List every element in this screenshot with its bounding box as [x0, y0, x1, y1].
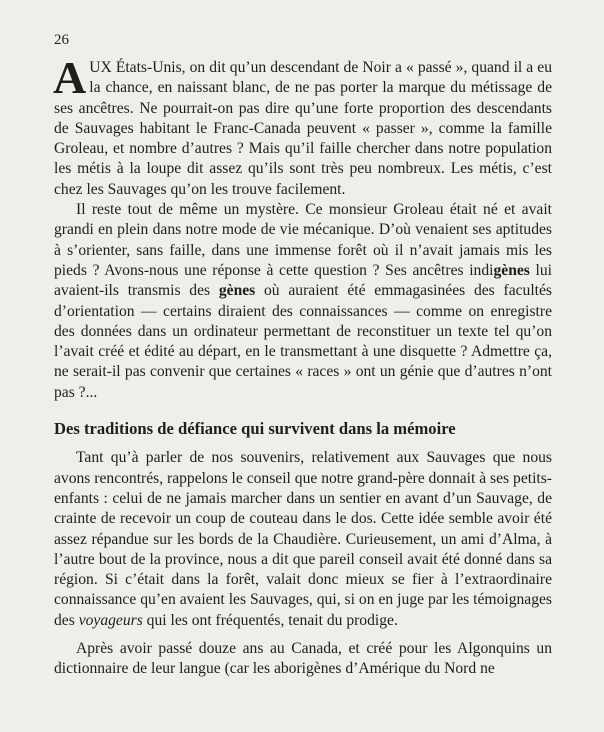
paragraph-2-text-a: Il reste tout de même un mystère. Ce monsieur Groleau était né et avait grandi en plein dans notre mode de vie mécanique. D’où venaient ses aptitudes à s’orienter, sans faille, dans une immense forêt où il n’avait jamais mis les pieds ? Avons-nous une réponse à cette question ? Ses ancêtres indi: [54, 201, 552, 279]
lead-in: UX: [89, 59, 112, 76]
paragraph-3-text-b: qui les ont fréquentés, tenait du prodige.: [142, 611, 398, 629]
section-heading: Des traditions de défiance qui survivent dans la mémoire: [54, 419, 456, 439]
body-text: [53, 52, 552, 680]
paragraph-2-text-c: où auraient été emmagasinées des facultés d’orientation — certains diraient des connaissances — comme on enregistre des données dans un ordinateur permettant de reconstituer un texte tel qu’on l’avait créé et édité au départ, en le transmettant à une disquette ? Admettre ça, ne serait-il pas convenir que certaines « races » ont un génie que d’autres n’ont pas ?...: [54, 282, 552, 401]
page-number: 26: [54, 32, 69, 48]
paragraph-2-text-b: lui avaient-ils transmis des: [54, 261, 552, 300]
drop-cap: A: [53, 52, 87, 103]
paragraph-3: [54, 448, 552, 631]
bold-emphasis: gènes: [493, 261, 530, 279]
bold-emphasis: gènes: [218, 282, 256, 300]
paragraph-1: [53, 52, 552, 200]
paragraph-3-text-a: Tant qu’à parler de nos souvenirs, relativement aux Sauvages que nous avons rencontrés, rappelons le conseil que notre grand-père donnait à ses petits-enfants : celui de ne jamais marcher dans un sentier en avant d’un Sauvage, de crainte de recevoir un coup de couteau dans le dos. Cette idée semble avoir été assez répandue sur les bords de la Chaudière. Curieusement, un ami d’Alma, à l’autre bout de la province, nous a dit que pareil conseil avait été donné dans sa région. Si c’était dans la forêt, valait donc mieux se fier à l’extraordinaire connaissance qu’en avaient les Sauvages, qui, si on en juge par les témoignages des: [54, 449, 552, 629]
paragraph-4: Après avoir passé douze ans au Canada, et créé pour les Algonquins un dictionnaire de leur langue (car les aborigènes d’Amérique du Nord ne: [54, 640, 552, 678]
paragraph-2: [54, 200, 552, 403]
paragraph-1-text: États-Unis, on dit qu’un descendant de Noir a « passé », quand il a eu la chance, en naissant blanc, de ne pas porter la marque du métissage de ses ancêtres. Ne pourrait-on pas dire qu’une forte proportion des descendants de Sauvages habitant le Franc-Canada peuvent « passer », comme la famille Groleau, et nombre d’autres ? Mais qu’il faille chercher dans notre population les métis à la loupe dit assez qu’ils sont très peu nombreux. Les métis, c’est chez les Sauvages qu’on les trouve facilement.: [54, 59, 552, 198]
italic-term: voyageurs: [78, 611, 143, 629]
